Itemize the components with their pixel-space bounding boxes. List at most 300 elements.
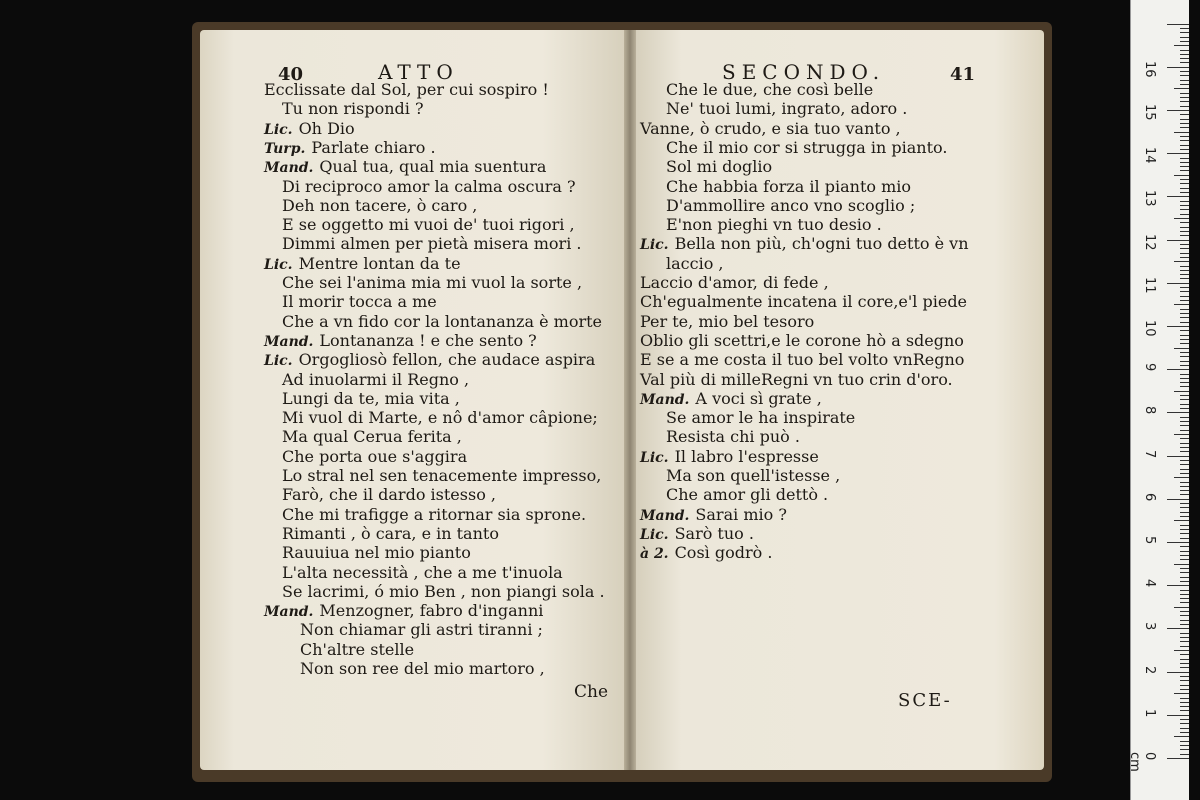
speaker-label: Lic. (264, 256, 293, 273)
ruler-tick (1180, 611, 1189, 612)
ruler-tick (1180, 386, 1189, 387)
ruler-tick (1180, 395, 1189, 396)
ruler-tick (1174, 736, 1189, 737)
ruler-tick (1180, 309, 1189, 310)
ruler-label: 1 (1142, 708, 1157, 718)
ruler-tick (1180, 201, 1189, 202)
ruler-tick (1180, 365, 1189, 366)
text-line (264, 138, 436, 157)
line-text: Non son ree del mio martoro , (300, 659, 545, 678)
ruler-tick (1180, 598, 1189, 599)
ruler-tick (1180, 300, 1189, 301)
ruler-tick (1180, 188, 1189, 189)
line-text: Menzogner, fabro d'inganni (319, 601, 544, 621)
line-text: Ma son quell'istesse , (666, 466, 841, 485)
ruler-tick (1180, 590, 1189, 591)
ruler-tick (1180, 745, 1189, 746)
line-text: Ch'altre stelle (300, 639, 415, 659)
ruler-tick (1180, 754, 1189, 755)
ruler-tick (1180, 559, 1189, 560)
ruler-tick (1180, 274, 1189, 275)
ruler-tick (1174, 520, 1189, 521)
ruler-tick (1180, 430, 1189, 431)
text-line (640, 234, 969, 253)
ruler-tick (1180, 313, 1189, 314)
line-text: Oh Dio (298, 118, 355, 138)
ruler-tick (1167, 456, 1189, 457)
text-line (264, 119, 355, 138)
text-line (264, 254, 461, 273)
text-line (282, 177, 576, 196)
ruler-tick (1167, 196, 1189, 197)
ruler-tick (1180, 633, 1189, 634)
ruler-label: 14 (1142, 147, 1157, 164)
text-line (282, 273, 582, 292)
ruler-tick (1167, 672, 1189, 673)
text-line (264, 350, 595, 369)
ruler-tick (1167, 715, 1189, 716)
ruler-tick (1180, 162, 1189, 163)
ruler-tick (1180, 555, 1189, 556)
ruler-tick (1180, 183, 1189, 184)
left-running-head: ATTO (378, 60, 459, 84)
ruler-tick (1180, 317, 1189, 318)
line-text: Ecclissate dal Sol, per cui sospiro ! (264, 80, 549, 99)
ruler-tick (1180, 84, 1189, 85)
ruler-tick (1180, 689, 1189, 690)
text-line (640, 505, 787, 524)
speaker-label: Mand. (264, 160, 314, 177)
ruler-tick (1180, 404, 1189, 405)
left-catchword: Che (574, 682, 609, 702)
text-line (666, 485, 828, 504)
text-line (282, 485, 496, 504)
ruler-tick (1180, 516, 1189, 517)
ruler-tick (1180, 507, 1189, 508)
speaker-label: à 2. (640, 546, 669, 563)
ruler-label: 4 (1142, 579, 1157, 588)
text-line (282, 466, 601, 485)
ruler-tick (1180, 179, 1189, 180)
text-line (282, 196, 477, 215)
ruler-tick (1180, 235, 1189, 236)
ruler-tick (1180, 473, 1189, 474)
text-line (640, 331, 964, 350)
right-running-head: SECONDO. (722, 60, 886, 84)
line-text: Sarò tuo . (674, 523, 754, 543)
text-line (282, 234, 582, 253)
ruler-tick (1180, 538, 1189, 539)
line-text: Che a vn fido cor la lontananza è morte (282, 311, 602, 331)
ruler-tick (1180, 702, 1189, 703)
line-text: Per te, mio bel tesoro (640, 311, 815, 331)
ruler-tick (1180, 322, 1189, 323)
line-text: Se lacrimi, ó mio Ben , non piangi sola . (282, 581, 605, 601)
ruler-tick (1180, 460, 1189, 461)
text-line (282, 389, 460, 408)
ruler-tick (1167, 326, 1189, 327)
line-text: Che il mio cor si strugga in pianto. (666, 137, 948, 157)
ruler-tick (1180, 97, 1189, 98)
ruler-tick (1180, 512, 1189, 513)
ruler-tick (1180, 361, 1189, 362)
text-line (666, 215, 882, 234)
ruler-tick (1180, 663, 1189, 664)
ruler-tick (1180, 654, 1189, 655)
ruler-tick (1174, 88, 1189, 89)
ruler-tick (1180, 620, 1189, 621)
ruler-tick (1180, 490, 1189, 491)
line-text: Oblio gli scettri,e le corone hò a sdegno (640, 330, 964, 350)
ruler-label: 8 (1142, 406, 1157, 415)
text-line (282, 524, 499, 543)
ruler-tick (1180, 594, 1189, 595)
ruler-tick (1180, 676, 1189, 677)
line-text: Mi vuol di Marte, e nô d'amor câpione; (282, 408, 598, 428)
ruler-tick (1180, 680, 1189, 681)
speaker-label: Mand. (264, 333, 314, 350)
line-text: Il labro l'espresse (674, 446, 819, 466)
ruler-tick (1180, 399, 1189, 400)
ruler-tick (1180, 659, 1189, 660)
ruler-tick (1180, 291, 1189, 292)
speaker-label: Lic. (264, 121, 293, 138)
ruler-tick (1174, 45, 1189, 46)
ruler-tick (1180, 335, 1189, 336)
ruler-tick (1180, 123, 1189, 124)
ruler-tick (1180, 486, 1189, 487)
ruler-tick (1180, 378, 1189, 379)
text-line (282, 447, 467, 466)
ruler-tick (1167, 412, 1189, 413)
ruler-tick (1180, 464, 1189, 465)
ruler-tick (1167, 628, 1189, 629)
ruler-tick (1167, 369, 1189, 370)
ruler-label: 6 (1142, 492, 1157, 502)
speaker-label: Lic. (640, 449, 669, 466)
ruler-tick (1180, 32, 1189, 33)
ruler-tick (1180, 231, 1189, 232)
text-line (264, 331, 537, 350)
ruler-tick (1180, 192, 1189, 193)
text-line (282, 563, 563, 582)
ruler-tick (1180, 244, 1189, 245)
line-text: Che le due, che così belle (666, 80, 874, 99)
ruler-tick (1167, 283, 1189, 284)
text-line (300, 620, 543, 639)
ruler-tick (1180, 257, 1189, 258)
ruler-tick (1180, 54, 1189, 55)
text-line (666, 138, 947, 157)
text-line (282, 582, 605, 601)
ruler-tick (1180, 287, 1189, 288)
ruler-tick (1174, 607, 1189, 608)
ruler-tick (1180, 732, 1189, 733)
line-text: D'ammollire anco vno scoglio ; (666, 195, 916, 215)
text-line (666, 427, 800, 446)
ruler-tick (1180, 58, 1189, 59)
ruler-tick (1180, 577, 1189, 578)
ruler-tick (1180, 356, 1189, 357)
speaker-label: Lic. (640, 237, 669, 254)
line-text: Che porta oue s'aggira (282, 446, 468, 466)
ruler-tick (1180, 581, 1189, 582)
line-text: E'non pieghi vn tuo desio . (666, 215, 882, 235)
ruler-tick (1180, 71, 1189, 72)
ruler-tick (1167, 240, 1189, 241)
ruler-tick (1180, 706, 1189, 707)
line-text: Farò, che il dardo istesso , (282, 485, 496, 505)
ruler-tick (1180, 503, 1189, 504)
ruler-label: 9 (1142, 363, 1157, 372)
ruler-tick (1174, 261, 1189, 262)
speaker-label: Lic. (264, 353, 293, 370)
text-line (666, 177, 911, 196)
line-text: Sarai mio ? (695, 504, 787, 524)
text-line (282, 215, 575, 234)
line-text: Resista chi può . (666, 427, 800, 447)
ruler-tick (1174, 564, 1189, 565)
line-text: Mentre lontan da te (298, 253, 461, 273)
ruler-tick (1180, 749, 1189, 750)
ruler-tick (1180, 106, 1189, 107)
text-line (300, 640, 414, 659)
ruler-tick (1180, 572, 1189, 573)
ruler-tick (1180, 615, 1189, 616)
line-text: Se amor le ha inspirate (666, 408, 856, 428)
text-line (666, 254, 724, 273)
line-text: Deh non tacere, ò caro , (282, 195, 478, 215)
ruler-tick (1167, 758, 1189, 759)
speaker-label: Lic. (640, 526, 669, 543)
ruler-tick (1167, 67, 1189, 68)
ruler-tick (1167, 24, 1189, 25)
text-line (640, 543, 772, 562)
speaker-label: Mand. (640, 507, 690, 524)
ruler-tick (1180, 447, 1189, 448)
ruler-label: 12 (1142, 233, 1157, 251)
line-text: Bella non più, ch'ogni tuo detto è vn (674, 234, 969, 254)
text-line (640, 292, 967, 311)
line-text: E se a me costa il tuo bel volto vnRegno (640, 350, 965, 370)
ruler-tick (1180, 62, 1189, 63)
ruler-tick (1180, 343, 1189, 344)
text-line (640, 524, 754, 543)
ruler-tick (1180, 382, 1189, 383)
ruler-tick (1180, 136, 1189, 137)
text-line (264, 601, 543, 620)
ruler-tick (1180, 50, 1189, 51)
ruler-tick (1180, 533, 1189, 534)
line-text: Lungi da te, mia vita , (282, 388, 460, 408)
ruler-tick (1174, 132, 1189, 133)
line-text: Orgogliosò fellon, che audace aspira (298, 350, 596, 370)
ruler-tick (1180, 408, 1189, 409)
ruler-tick (1167, 499, 1189, 500)
ruler-tick (1180, 75, 1189, 76)
ruler-tick (1180, 667, 1189, 668)
ruler-tick (1180, 166, 1189, 167)
ruler-label: 0 cm (1127, 752, 1157, 772)
text-line (264, 157, 546, 176)
ruler-tick (1180, 551, 1189, 552)
ruler-label: 10 (1142, 320, 1157, 337)
line-text: Così godrò . (674, 543, 773, 563)
line-text: Non chiamar gli astri tiranni ; (300, 620, 543, 640)
ruler-tick (1180, 568, 1189, 569)
ruler-label: 11 (1142, 276, 1157, 294)
text-line (282, 543, 471, 562)
line-text: A voci sì grate , (695, 388, 822, 408)
ruler-tick (1180, 529, 1189, 530)
line-text: Ch'egualmente incatena il core,e'l piede (640, 292, 968, 312)
ruler-label: 3 (1142, 622, 1157, 631)
ruler-tick (1180, 685, 1189, 686)
ruler-tick (1174, 218, 1189, 219)
ruler-tick (1180, 646, 1189, 647)
ruler-tick (1167, 110, 1189, 111)
ruler-tick (1180, 158, 1189, 159)
ruler-tick (1180, 374, 1189, 375)
line-text: Rimanti , ò cara, e in tanto (282, 523, 499, 543)
ruler-tick (1180, 41, 1189, 42)
text-line (666, 408, 855, 427)
right-page-number: 41 (950, 64, 976, 85)
ruler-tick (1180, 278, 1189, 279)
ruler-tick (1180, 723, 1189, 724)
ruler-tick (1180, 719, 1189, 720)
text-line (640, 389, 822, 408)
line-text: Qual tua, qual mia suentura (319, 157, 547, 177)
ruler-tick (1180, 127, 1189, 128)
text-line (640, 350, 964, 369)
text-line (666, 80, 873, 99)
line-text: Lontananza ! e che sento ? (319, 330, 537, 350)
ruler-tick (1174, 434, 1189, 435)
text-line (640, 370, 953, 389)
text-line (640, 273, 829, 292)
ruler-tick (1180, 222, 1189, 223)
ruler-label: 16 (1142, 60, 1157, 78)
text-line (282, 292, 437, 311)
ruler-tick (1180, 624, 1189, 625)
text-line (640, 447, 819, 466)
text-line (282, 370, 469, 389)
ruler-tick (1174, 693, 1189, 694)
ruler-tick (1167, 542, 1189, 543)
ruler-tick (1180, 438, 1189, 439)
line-text: Ne' tuoi lumi, ingrato, adoro . (666, 99, 908, 119)
ruler-tick (1180, 482, 1189, 483)
ruler-tick (1180, 170, 1189, 171)
text-line (282, 99, 424, 118)
line-text: Che amor gli dettò . (666, 485, 829, 505)
ruler-tick (1180, 421, 1189, 422)
ruler-tick (1174, 348, 1189, 349)
ruler-label: 7 (1142, 449, 1157, 458)
text-line (282, 312, 602, 331)
text-line (282, 505, 586, 524)
line-text: Val più di milleRegni vn tuo crin d'oro. (640, 369, 953, 389)
ruler-tick (1180, 451, 1189, 452)
ruler-tick (1180, 248, 1189, 249)
ruler-tick (1180, 698, 1189, 699)
ruler-tick (1174, 650, 1189, 651)
line-text: Rauuiua nel mio pianto (282, 543, 471, 563)
text-line (640, 119, 901, 138)
book-gutter (624, 30, 636, 770)
ruler-tick (1180, 443, 1189, 444)
line-text: Che mi trafigge a ritornar sia sprone. (282, 504, 587, 524)
ruler-tick (1180, 80, 1189, 81)
ruler-tick (1180, 728, 1189, 729)
ruler-tick (1180, 227, 1189, 228)
ruler-tick (1180, 140, 1189, 141)
ruler-tick (1180, 149, 1189, 150)
ruler-tick (1180, 352, 1189, 353)
ruler-tick (1174, 175, 1189, 176)
line-text: Parlate chiaro . (311, 137, 436, 157)
ruler-tick (1180, 209, 1189, 210)
ruler-label: 13 (1142, 190, 1157, 207)
line-text: Ad inuolarmi il Regno , (282, 369, 470, 389)
line-text: Vanne, ò crudo, e sia tuo vanto , (640, 118, 901, 138)
left-page-number: 40 (278, 64, 304, 85)
line-text: Lo stral nel sen tenacemente impresso, (282, 466, 602, 485)
line-text: Ma qual Cerua ferita , (282, 427, 462, 447)
ruler-tick (1180, 330, 1189, 331)
ruler-tick (1180, 710, 1189, 711)
line-text: L'alta necessità , che a me t'inuola (282, 562, 563, 582)
ruler-tick (1180, 253, 1189, 254)
text-line (300, 659, 545, 678)
line-text: Che sei l'anima mia mi vuol la sorte , (282, 273, 583, 292)
ruler-tick (1180, 339, 1189, 340)
ruler-tick (1167, 153, 1189, 154)
speaker-label: Mand. (264, 604, 314, 621)
ruler-tick (1180, 145, 1189, 146)
text-line (666, 466, 840, 485)
ruler-tick (1174, 304, 1189, 305)
ruler-tick (1180, 425, 1189, 426)
ruler-tick (1180, 205, 1189, 206)
text-line (640, 312, 814, 331)
ruler-tick (1167, 585, 1189, 586)
ruler-tick (1180, 93, 1189, 94)
ruler-tick (1180, 214, 1189, 215)
line-text: E se oggetto mi vuoi de' tuoi rigori , (282, 215, 575, 235)
ruler-tick (1174, 391, 1189, 392)
ruler-tick (1180, 28, 1189, 29)
ruler-tick (1174, 477, 1189, 478)
ruler-tick (1180, 494, 1189, 495)
ruler-tick (1180, 741, 1189, 742)
ruler-tick (1180, 266, 1189, 267)
measuring-ruler (1127, 0, 1189, 800)
ruler-label: 2 (1142, 665, 1157, 674)
ruler-label: 15 (1142, 104, 1157, 121)
speaker-label: Mand. (640, 391, 690, 408)
line-text: Il morir tocca a me (282, 292, 437, 312)
line-text: Sol mi doglio (666, 157, 773, 177)
ruler-tick (1180, 296, 1189, 297)
line-text: Che habbia forza il pianto mio (666, 176, 912, 196)
ruler-tick (1180, 469, 1189, 470)
line-text: Dimmi almen per pietà misera mori . (282, 234, 582, 254)
speaker-label: Turp. (264, 140, 306, 157)
line-text: laccio , (666, 253, 724, 273)
ruler-tick (1180, 37, 1189, 38)
